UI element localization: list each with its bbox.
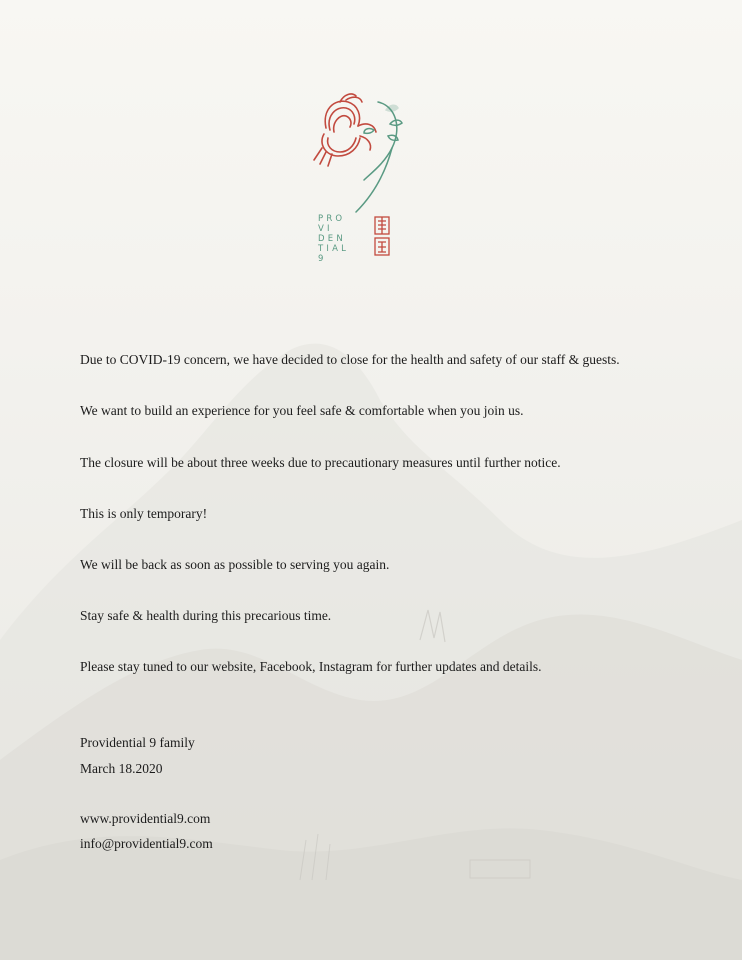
- logo-word-line: 9: [318, 254, 327, 264]
- logo-word-line: PRO: [318, 214, 346, 224]
- notice-paragraph: Stay safe & health during this precarious time.: [80, 608, 332, 623]
- stem-icon: [356, 102, 402, 212]
- notice-date: March 18.2020: [80, 761, 163, 776]
- chinese-seal-icon: [373, 215, 391, 257]
- bird-icon: [314, 94, 376, 166]
- logo-word-line: TIAL: [318, 244, 350, 254]
- logo-word-line: VI: [318, 224, 333, 234]
- notice-paragraph: The closure will be about three weeks due to precautionary measures until further notice.: [80, 455, 561, 470]
- website-link[interactable]: www.providential9.com: [80, 811, 211, 826]
- logo-wordmark: [318, 214, 349, 264]
- email-link[interactable]: info@providential9.com: [80, 836, 213, 851]
- notice-paragraph: Please stay tuned to our website, Facebook, Instagram for further updates and details.: [80, 659, 542, 674]
- notice-paragraph: This is only temporary!: [80, 506, 208, 521]
- logo-word-line: DEN: [318, 234, 346, 244]
- notice-paragraph: We will be back as soon as possible to serving you again.: [80, 557, 390, 572]
- notice-paragraph: Due to COVID-19 concern, we have decided to close for the health and safety of our staff & guests.: [80, 352, 620, 367]
- sender-name: Providential 9 family: [80, 735, 195, 750]
- notice-paragraph: We want to build an experience for you feel safe & comfortable when you join us.: [80, 403, 524, 418]
